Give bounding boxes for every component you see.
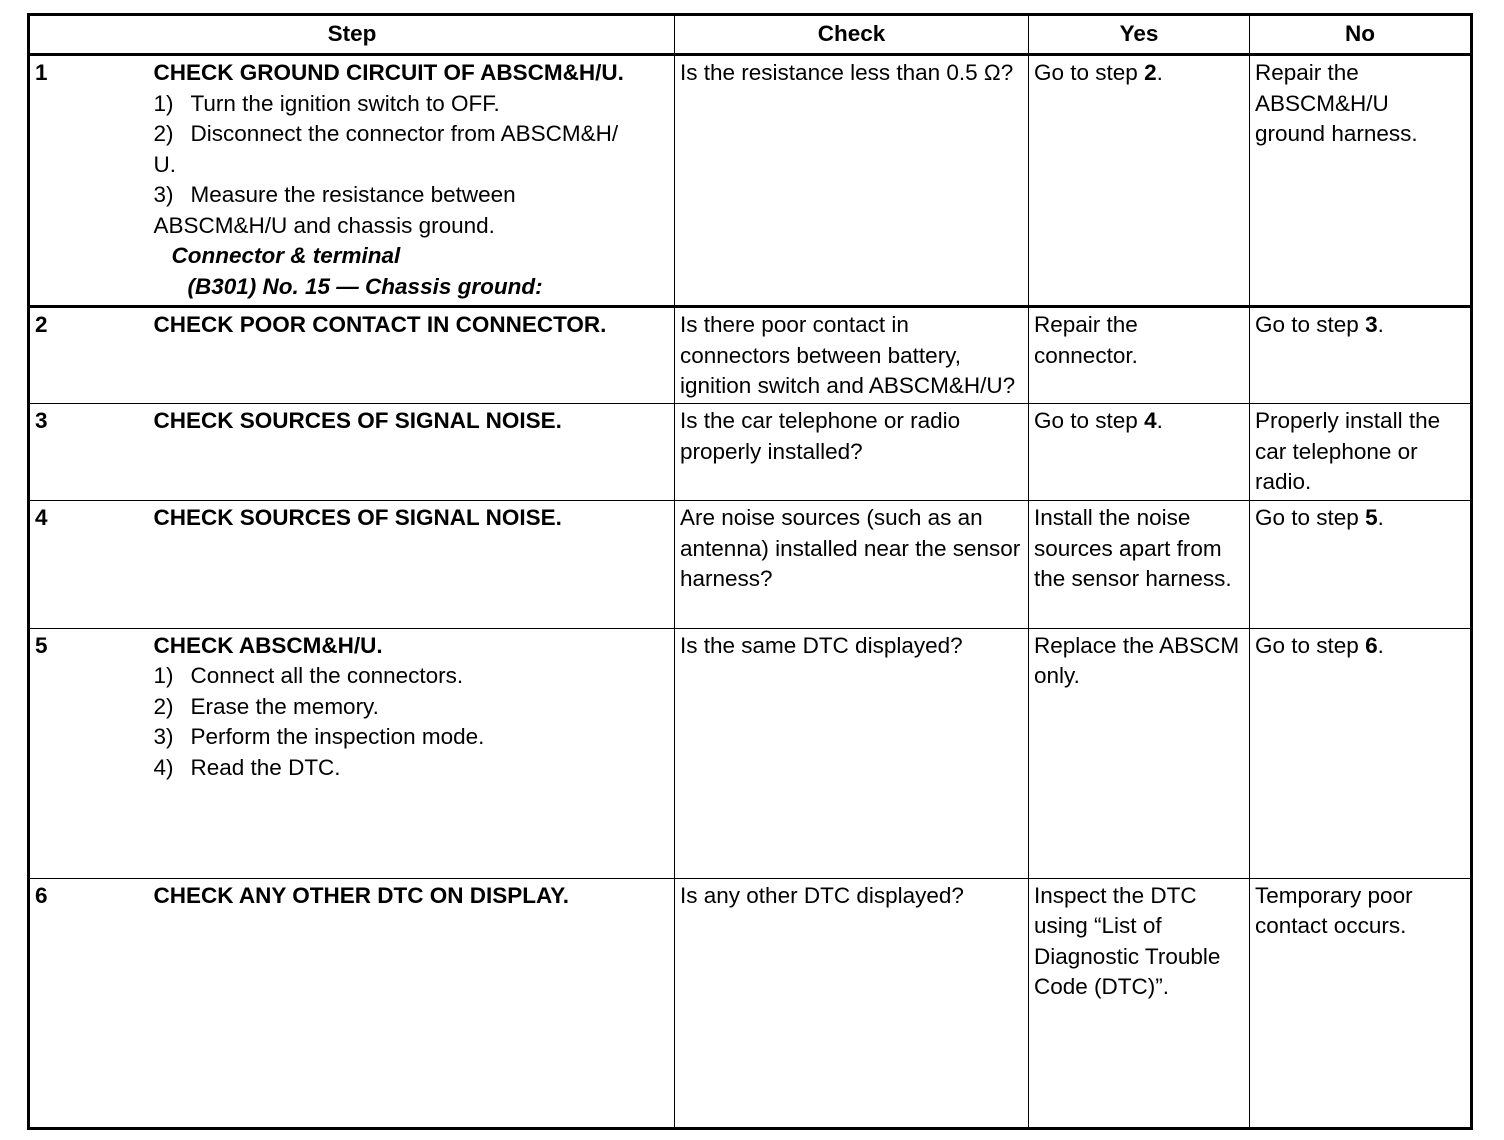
sub-step: 2) Erase the memory. (153, 693, 379, 719)
step-title: CHECK ANY OTHER DTC ON DISPLAY. (153, 882, 569, 908)
yes-cell: Go to step 2. (1029, 55, 1250, 307)
step-number: 2 (29, 307, 149, 404)
step-cell (149, 307, 675, 404)
no-cell: Go to step 5. (1250, 501, 1472, 628)
step-ref: 4 (1144, 408, 1157, 434)
sub-step: 2) Disconnect the connector from ABSCM&H/ U. (153, 121, 619, 177)
connector-value: (B301) No. 15 — Chassis ground: (187, 273, 543, 299)
no-cell: Repair the ABSCM&H/U ground harness. (1250, 55, 1472, 307)
step-ref: 5 (1365, 505, 1378, 531)
header-step: Step (29, 15, 675, 55)
table-row (29, 628, 1472, 878)
sub-step: 1) Turn the ignition switch to OFF. (153, 90, 500, 116)
table-row (29, 404, 1472, 501)
step-title: CHECK SOURCES OF SIGNAL NOISE. (153, 408, 562, 434)
no-cell: Go to step 3. (1250, 307, 1472, 404)
no-cell: Properly install the car telephone or radio. (1250, 404, 1472, 501)
step-cell (149, 501, 675, 628)
check-cell: Is any other DTC displayed? (675, 878, 1029, 1128)
yes-cell: Install the noise sources apart from the sensor harness. (1029, 501, 1250, 628)
step-number: 5 (29, 628, 149, 878)
step-cell (149, 404, 675, 501)
step-title: CHECK GROUND CIRCUIT OF ABSCM&H/U. (153, 60, 624, 86)
step-title: CHECK ABSCM&H/U. (153, 632, 383, 658)
no-cell: Go to step 6. (1250, 628, 1472, 878)
sub-step: 3) Measure the resistance between ABSCM&H/U and chassis ground. (153, 182, 516, 238)
step-number: 1 (29, 55, 149, 307)
sub-step: 4) Read the DTC. (153, 754, 341, 780)
diagnostic-table (27, 13, 1473, 1130)
yes-cell: Repair the connector. (1029, 307, 1250, 404)
step-number: 6 (29, 878, 149, 1128)
header-no: No (1250, 15, 1472, 55)
yes-cell: Go to step 4. (1029, 404, 1250, 501)
step-cell (149, 55, 675, 307)
step-number: 4 (29, 501, 149, 628)
step-cell (149, 878, 675, 1128)
step-ref: 2 (1144, 60, 1157, 86)
header-check: Check (675, 15, 1029, 55)
check-cell: Are noise sources (such as an antenna) installed near the sensor harness? (675, 501, 1029, 628)
connector-label: Connector & terminal (171, 243, 401, 269)
step-cell (149, 628, 675, 878)
table-row (29, 307, 1472, 404)
check-cell: Is the resistance less than 0.5 Ω? (675, 55, 1029, 307)
no-cell: Temporary poor contact occurs. (1250, 878, 1472, 1128)
step-title: CHECK SOURCES OF SIGNAL NOISE. (153, 505, 562, 531)
step-title: CHECK POOR CONTACT IN CONNECTOR. (153, 312, 607, 338)
step-number: 3 (29, 404, 149, 501)
table-row (29, 55, 1472, 307)
table-row (29, 878, 1472, 1128)
header-yes: Yes (1029, 15, 1250, 55)
table-row (29, 501, 1472, 628)
yes-cell: Inspect the DTC using “List of Diagnostic Trouble Code (DTC)”. (1029, 878, 1250, 1128)
sub-step: 3) Perform the inspection mode. (153, 724, 485, 750)
check-cell: Is there poor contact in connectors between battery, ignition switch and ABSCM&H/U? (675, 307, 1029, 404)
check-cell: Is the same DTC displayed? (675, 628, 1029, 878)
check-cell: Is the car telephone or radio properly installed? (675, 404, 1029, 501)
header-row (29, 15, 1472, 55)
yes-cell: Replace the ABSCM only. (1029, 628, 1250, 878)
step-ref: 6 (1365, 632, 1378, 658)
step-ref: 3 (1365, 312, 1378, 338)
sub-step: 1) Connect all the connectors. (153, 663, 464, 689)
